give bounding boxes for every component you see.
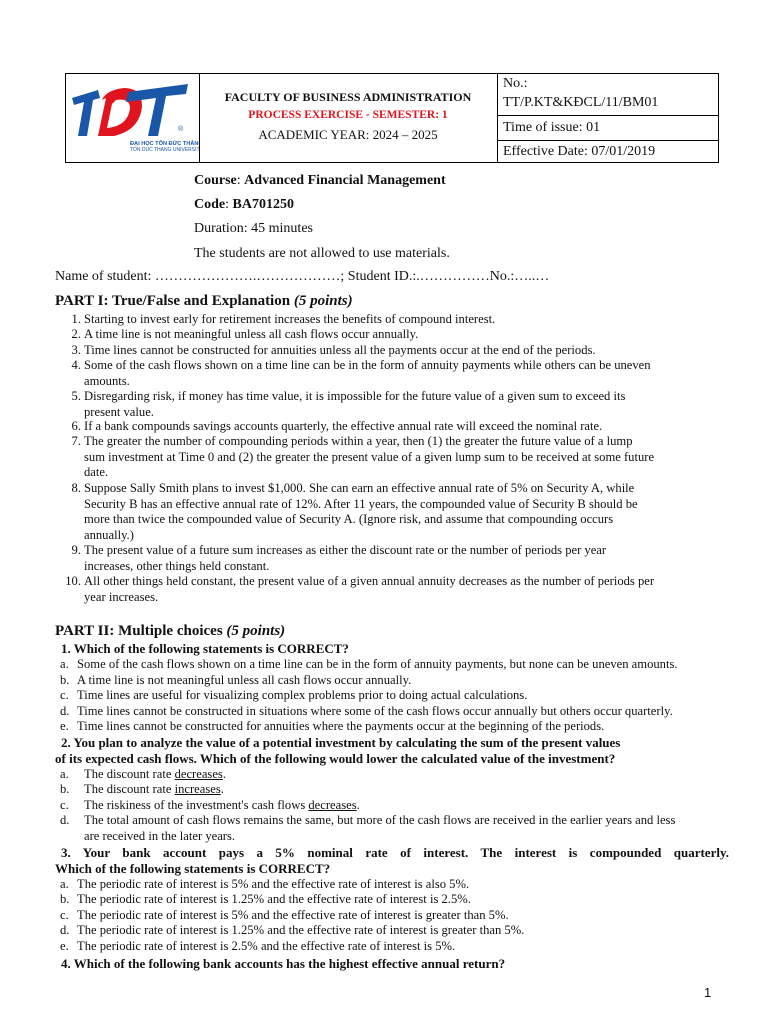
item-text: The greater the number of compounding periods within a year, then (1) the greater the future value of a lump [84,434,633,448]
logo-caption-en: TON DUC THANG UNIVERSITY [130,147,199,153]
student-info-line: Name of student: ………………….………………; Student ID.:.……………No.:…..… [55,269,550,284]
item-text: Disregarding risk, if money has time value, it is impossible for the future value of a given sum to exceed its [84,389,626,403]
item-number: 10. [65,574,81,588]
question-2-line-2: of its expected cash flows. Which of the following would lower the calculated value of the investment? [55,751,616,766]
academic-year: ACADEMIC YEAR: 2024 – 2025 [258,127,438,142]
option-letter: b. [60,782,70,796]
part1-title [55,293,353,310]
option-letter: b. [60,673,70,687]
part2-points: (5 points) [226,623,286,639]
item-number: 5. [71,389,81,403]
page-number: 1 [704,985,712,1000]
doc-number-label: No.: [503,76,528,91]
question-3-line-2: Which of the following statements is CORRECT? [55,861,331,876]
code-label: Code [194,197,226,212]
option-text: are received in the later years. [84,828,236,843]
item-text: The present value of a future sum increases as either the discount rate or the number of periods per year [84,543,607,557]
exercise-title: PROCESS EXERCISE - SEMESTER: 1 [248,109,448,121]
course-value: Advanced Financial Management [244,173,446,188]
option-letter: d. [60,704,70,718]
option-text: A time line is not meaningful unless all cash flows occur annually. [77,673,412,687]
option-letter: e. [60,939,69,953]
item-text: increases, other things held constant. [84,558,270,573]
time-of-issue: Time of issue: 01 [497,116,718,141]
part2-title-text: PART II: Multiple choices [55,623,227,639]
course-line: Course: Advanced Financial Management [194,173,446,188]
option-text [84,767,764,783]
option-text-post: . [220,782,224,796]
option-underlined: decreases [174,767,223,781]
option-text-pre: The discount rate [84,767,175,781]
option-text-pre: The riskiness of the investment's cash flows [84,798,309,812]
item-number: 9. [71,543,81,557]
header-table [65,73,719,163]
doc-number [497,74,718,116]
option-text: Time lines are useful for visualizing complex problems prior to doing actual calculations. [77,688,528,702]
item-text: Suppose Sally Smith plans to invest $1,000. She can earn an effective annual rate of 5% on Security A, while [84,481,635,495]
option-letter: c. [60,798,69,812]
option-text-post: . [222,767,226,781]
part1-points: (5 points) [293,293,353,309]
course-label: Course [194,173,237,188]
materials-rule: The students are not allowed to use materials. [194,246,450,261]
faculty-name: FACULTY OF BUSINESS ADMINISTRATION [224,90,472,104]
item-text: Some of the cash flows shown on a time line can be in the form of annuity payments while others can be uneven [84,358,651,372]
option-underlined: increases [174,782,221,796]
item-number: 4. [71,358,81,372]
option-letter: b. [60,892,70,906]
effective-date: Effective Date: 07/01/2019 [503,144,656,159]
item-text: date. [84,465,109,480]
option-letter: d. [60,923,70,937]
option-letter: a. [60,657,69,671]
question-3-line-1: 3. Your bank account pays a 5% nominal rate of interest. The interest is compounded quarterly. [61,845,729,860]
duration: Duration: 45 minutes [194,221,313,236]
option-letter: e. [60,719,69,733]
item-text: amounts. [84,373,130,388]
option-text: Time lines cannot be constructed for annuities where the payments occur at the beginning of the periods. [77,719,605,733]
code-value: BA701250 [232,197,294,212]
item-number: 6. [71,419,81,433]
doc-number-value: TT/P.KT&KĐCL/11/BM01 [503,95,659,110]
question-4: 4. Which of the following bank accounts has the highest effective annual return? [61,956,506,971]
option-letter: d. [60,813,70,827]
registered-mark: ® [178,126,184,133]
option-text: The periodic rate of interest is 5% and the effective rate of interest is greater than 5%. [77,908,509,922]
item-text: All other things held constant, the present value of a given annual annuity decreases as the number of periods per [84,574,655,588]
option-text: The periodic rate of interest is 1.25% and the effective rate of interest is greater than 5%. [77,923,525,937]
item-text: Time lines cannot be constructed for annuities unless all the payments occur at the end of the periods. [84,343,596,357]
item-number: 8. [71,481,81,495]
code-line: Code: BA701250 [194,197,294,212]
university-logo [66,74,200,162]
item-number: 1. [71,312,81,326]
option-text [84,798,764,814]
logo-caption-vn: ĐẠI HỌC TÔN ĐỨC THẮNG [130,141,199,147]
item-number: 2. [71,327,81,341]
header-doc-info [497,74,718,162]
item-text: sum investment at Time 0 and (2) the greater the present value of a given lump sum to be received at some future [84,449,655,464]
option-letter: c. [60,688,69,702]
option-text: The periodic rate of interest is 2.5% and the effective rate of interest is 5%. [77,939,456,953]
item-number: 3. [71,343,81,357]
option-underlined: decreases [308,798,357,812]
item-text: present value. [84,404,154,419]
item-text: annually.) [84,527,134,542]
item-text: Security B has an effective annual rate of 12%. After 11 years, the compounded value of Security B should be [84,496,638,511]
question-1: 1. Which of the following statements is CORRECT? [61,641,349,656]
header-title-cell [199,74,498,162]
option-text-pre: The discount rate [84,782,175,796]
option-letter: a. [60,877,69,891]
item-text: Starting to invest early for retirement increases the benefits of compound interest. [84,312,496,326]
item-number: 7. [71,434,81,448]
option-letter: c. [60,908,69,922]
item-text: more than twice the compounded value of Security A. (Ignore risk, and assume that compounding occurs [84,512,614,527]
option-text: The periodic rate of interest is 5% and the effective rate of interest is also 5%. [77,877,470,891]
option-text: The periodic rate of interest is 1.25% and the effective rate of interest is 2.5%. [77,892,471,906]
question-2-line-1: 2. You plan to analyze the value of a potential investment by calculating the sum of the present values [61,735,621,750]
item-text: A time line is not meaningful unless all cash flows occur annually. [84,327,419,341]
option-letter: a. [60,767,69,781]
option-text: Time lines cannot be constructed in situations where some of the cash flows occur annually but others occur quarterly. [77,704,673,718]
part1-title-text: PART I: True/False and Explanation [55,293,294,309]
option-text-post: . [356,798,360,812]
option-text [84,782,764,798]
option-text: The total amount of cash flows remains the same, but more of the cash flows are received in the earlier years and less [84,813,676,827]
item-text: If a bank compounds savings accounts quarterly, the effective annual rate will exceed the nominal rate. [84,419,603,433]
item-text: year increases. [84,589,159,604]
option-text: Some of the cash flows shown on a time line can be in the form of annuity payments, but none can be uneven amounts. [77,657,678,671]
part2-title [55,623,285,640]
tdt-logo-icon [66,74,199,162]
